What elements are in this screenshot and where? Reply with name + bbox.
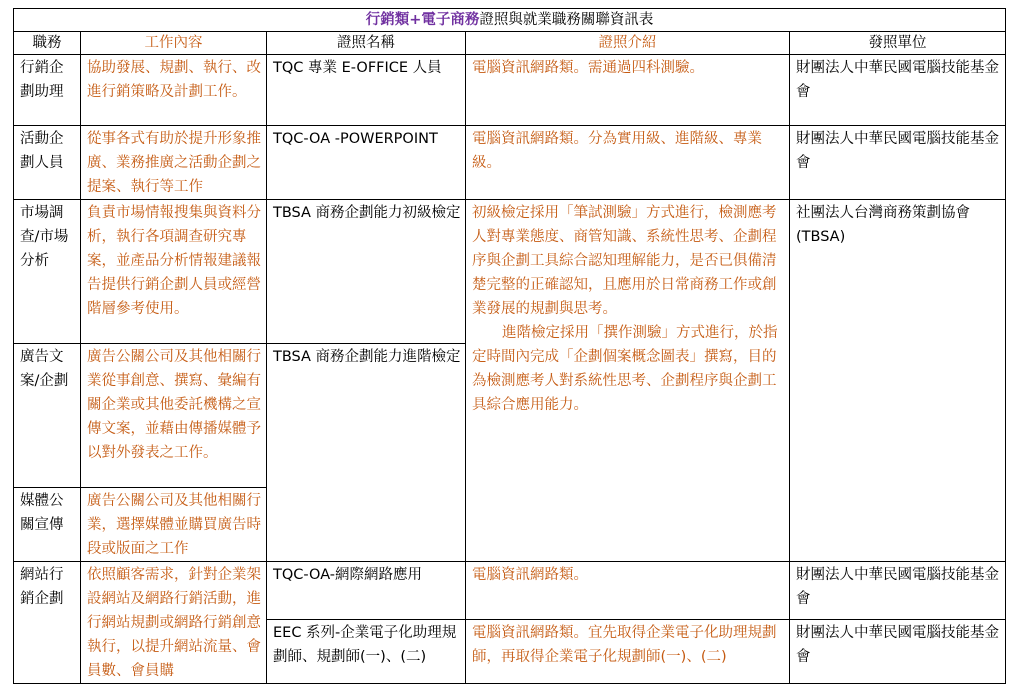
document-page xyxy=(13,8,1005,684)
cell-content[interactable]: 廣告公關公司及其他相關行業，選擇媒體並購買廣告時段或版面之工作 xyxy=(81,488,267,562)
cell-intro[interactable]: 電腦資訊網路類。需通過四科測驗。 xyxy=(466,55,790,126)
header-cert[interactable]: 證照名稱 xyxy=(267,32,466,55)
cell-intro[interactable]: 電腦資訊網路類。 xyxy=(466,562,790,620)
cell-cert[interactable]: TBSA 商務企劃能力初級檢定 xyxy=(267,200,466,344)
header-content[interactable]: 工作內容 xyxy=(81,32,267,55)
cell-intro-merged[interactable] xyxy=(466,200,790,562)
cell-content[interactable]: 從事各式有助於提升形象推廣、業務推廣之活動企劃之提案、執行等工作 xyxy=(81,126,267,200)
intro-paragraph-2-text: 進階檢定採用「撰作測驗」方式進行，於指定時間內完成「企劃個案概念圖表」撰寫，目的為檢測應考人對系統性思考、企劃程序與企劃工具綜合應用能力。 xyxy=(472,325,778,413)
cell-content[interactable]: 協助發展、規劃、執行、改進行銷策略及計劃工作。 xyxy=(81,55,267,126)
cell-content[interactable]: 廣告公關公司及其他相關行業從事創意、撰寫、彙編有關企業或其他委託機構之宣傳文案，並藉由傳播媒體予以對外發表之工作。 xyxy=(81,344,267,488)
intro-paragraph-2 xyxy=(472,321,785,417)
title-row xyxy=(14,9,1006,32)
intro-paragraph-1: 初級檢定採用「筆試測驗」方式進行，檢測應考人對專業態度、商管知識、系統性思考、企劃程序與企劃工具綜合認知理解能力，是否已俱備清楚完整的正確認知，且應用於日常商務工作或創業發展的規劃與思考。 xyxy=(472,205,777,317)
cell-job[interactable]: 網站行銷企劃 xyxy=(14,562,81,684)
cell-cert[interactable]: TQC-OA-網際網路應用 xyxy=(267,562,466,620)
table-row xyxy=(14,55,1006,126)
cell-issuer[interactable]: 財團法人中華民國電腦技能基金會 xyxy=(790,619,1006,683)
cell-job[interactable]: 活動企劃人員 xyxy=(14,126,81,200)
table-row xyxy=(14,126,1006,200)
cell-issuer-merged[interactable]: 社團法人台灣商務策劃協會(TBSA) xyxy=(790,200,1006,562)
table-row xyxy=(14,200,1006,344)
cell-issuer[interactable]: 財團法人中華民國電腦技能基金會 xyxy=(790,126,1006,200)
title-rest: 證照與就業職務關聯資訊表 xyxy=(479,12,654,28)
cell-job[interactable]: 市場調查/市場分析 xyxy=(14,200,81,344)
header-job[interactable]: 職務 xyxy=(14,32,81,55)
cell-cert[interactable]: TQC-OA -POWERPOINT xyxy=(267,126,466,200)
title-highlight: 行銷類+電子商務 xyxy=(365,12,480,28)
cell-job[interactable]: 媒體公關宣傳 xyxy=(14,488,81,562)
header-row xyxy=(14,32,1006,55)
cell-job[interactable]: 行銷企劃助理 xyxy=(14,55,81,126)
cell-content[interactable]: 依照顧客需求，針對企業架設網站及網路行銷活動，進行網站規劃或網路行銷創意執行，以提升網站流量、會員數、會員購 xyxy=(81,562,267,684)
cell-job[interactable]: 廣告文案/企劃 xyxy=(14,344,81,488)
job-cert-table xyxy=(13,8,1006,684)
cell-issuer[interactable]: 財團法人中華民國電腦技能基金會 xyxy=(790,55,1006,126)
table-title[interactable] xyxy=(14,9,1006,32)
table-row xyxy=(14,562,1006,620)
cell-cert[interactable]: TBSA 商務企劃能力進階檢定 xyxy=(267,344,466,562)
header-intro[interactable]: 證照介紹 xyxy=(466,32,790,55)
cell-issuer[interactable]: 財團法人中華民國電腦技能基金會 xyxy=(790,562,1006,620)
header-issuer[interactable]: 發照單位 xyxy=(790,32,1006,55)
cell-intro[interactable]: 電腦資訊網路類。宜先取得企業電子化助理規劃師，再取得企業電子化規劃師(一)、(二) xyxy=(466,619,790,683)
cell-content[interactable]: 負責市場情報搜集與資料分析，執行各項調查研究專案，並產品分析情報建議報告提供行銷企劃人員或經營階層參考使用。 xyxy=(81,200,267,344)
cell-cert[interactable]: EEC 系列-企業電子化助理規劃師、規劃師(一)、(二) xyxy=(267,619,466,683)
cell-cert[interactable]: TQC 專業 E-OFFICE 人員 xyxy=(267,55,466,126)
cell-intro[interactable]: 電腦資訊網路類。分為實用級、進階級、專業級。 xyxy=(466,126,790,200)
